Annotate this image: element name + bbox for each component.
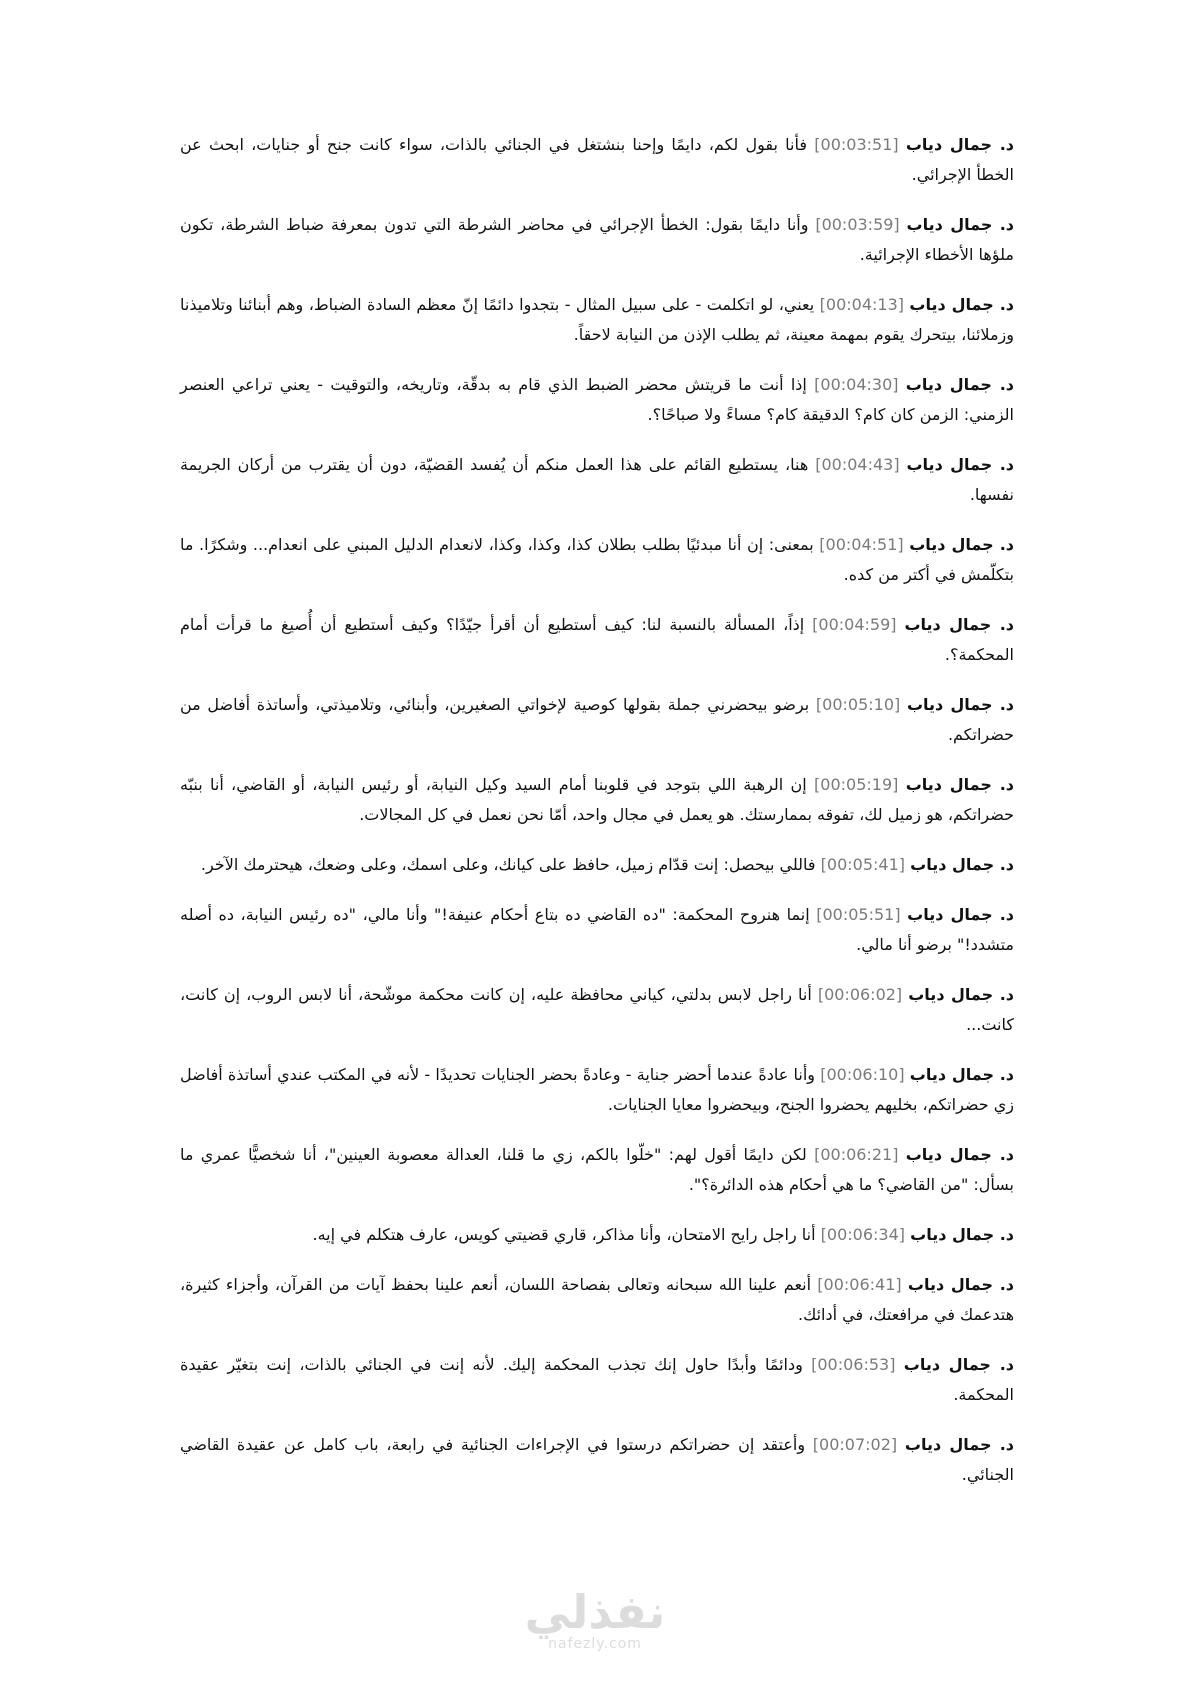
transcript-entry	[180, 370, 1014, 430]
timestamp: [00:05:51]	[816, 905, 901, 924]
speaker-name: د. جمال دياب	[908, 985, 1015, 1004]
speaker-name: د. جمال دياب	[905, 135, 1015, 154]
watermark-logo: نفذلي	[524, 1585, 666, 1639]
speaker-name: د. جمال دياب	[904, 1435, 1014, 1454]
speaker-name: د. جمال دياب	[906, 695, 1015, 714]
speaker-name: د. جمال دياب	[907, 1275, 1014, 1294]
transcript-entry	[180, 690, 1014, 750]
timestamp: [00:05:19]	[814, 775, 899, 794]
timestamp: [00:06:02]	[817, 985, 903, 1004]
transcript-entry	[180, 530, 1014, 590]
speaker-name: د. جمال دياب	[905, 375, 1014, 394]
entry-text: ودائمًا وأبدًا حاول إنك تجذب المحكمة إليك. لأنه إنت في الجنائي بالذات، إنت بتغيّر عقيدة المحكمة.	[180, 1355, 1014, 1404]
timestamp: [00:05:41]	[820, 855, 906, 874]
timestamp: [00:03:51]	[814, 135, 899, 154]
timestamp: [00:05:10]	[815, 695, 901, 714]
entry-text: إنما هنروح المحكمة: "ده القاضي ده بتاع أحكام عنيفة!" وأنا مالي، "ده رئيس النيابة، ده أصله متشدد!" برضو أنا مالي.	[180, 905, 1014, 954]
speaker-name: د. جمال دياب	[910, 855, 1014, 874]
transcript-entry	[180, 1140, 1014, 1200]
timestamp: [00:06:21]	[814, 1145, 899, 1164]
entry-text: هنا، يستطيع القائم على هذا العمل منكم أن يُفسد القضيّة، دون أن يقترب من أركان الجريمة نفسها.	[180, 455, 1014, 504]
watermark-url: nafezly.com	[548, 1636, 642, 1652]
entry-text: فاللي بيحصل: إنت قدّام زميل، حافظ على كيانك، وعلى اسمك، وعلى وضعك، هيحترمك الآخر.	[200, 855, 816, 874]
timestamp: [00:06:10]	[820, 1065, 905, 1084]
transcript-entry	[180, 610, 1014, 670]
entry-text: أنا راجل رايح الامتحان، وأنا مذاكر، قاري قضيتي كويس، عارف هتكلم في إيه.	[312, 1225, 816, 1244]
entry-text: وأنا عادةً عندما أحضر جناية - وعادةً بحضر الجنايات تحديدًا - لأنه في المكتب عندي أساتذة أفاضل زي حضراتكم، بخليهم يحضروا الجنح، وبيحضروا معايا الجنايات.	[180, 1065, 1014, 1114]
speaker-name: د. جمال دياب	[906, 215, 1014, 234]
transcript-entry	[180, 900, 1014, 960]
speaker-name: د. جمال دياب	[909, 535, 1015, 554]
transcript-entry	[180, 980, 1014, 1040]
transcript-entry	[180, 770, 1014, 830]
speaker-name: د. جمال دياب	[903, 1355, 1015, 1374]
timestamp: [00:04:59]	[812, 615, 897, 634]
entry-text: برضو بيحضرني جملة بقولها كوصية لإخواتي الصغيرين، وأبنائي، وتلاميذتي، وأساتذة أفاضل من حضراتكم.	[180, 695, 1014, 744]
timestamp: [00:04:43]	[815, 455, 900, 474]
transcript-entry	[180, 1060, 1014, 1120]
entry-text: يعني، لو اتكلمت - على سبيل المثال - بتجدوا دائمًا إنّ معظم السادة الضباط، وهم أبنائنا وتلاميذنا وزملائنا، بيتحرك يقوم بمهمة معينة، ثم يطلب الإذن من النيابة لاحقاً.	[180, 295, 1014, 344]
transcript-entry	[180, 1350, 1014, 1410]
entry-text: وأعتقد إن حضراتكم درستوا في الإجراءات الجنائية في رابعة، باب كامل عن عقيدة القاضي الجنائي.	[180, 1435, 1014, 1484]
entry-text: إن الرهبة اللي بتوجد في قلوبنا أمام السيد وكيل النيابة، أو رئيس النيابة، أو القاضي، أنا بنبّه حضراتكم، هو زميل لك، تفوقه بممارستك. هو يعمل في مجال واحد، أمّا نحن نعمل في كل المجالات.	[180, 775, 1014, 824]
entry-text: فأنا بقول لكم، دايمًا وإحنا بنشتغل في الجنائي بالذات، سواء كانت جنح أو جنايات، ابحث عن الخطأ الإجرائي.	[180, 135, 1014, 184]
entry-text: وأنا دايمًا بقول: الخطأ الإجرائي في محاضر الشرطة التي تدون بمعرفة ضباط الشرطة، تكون ملؤها الأخطاء الإجرائية.	[180, 215, 1014, 264]
timestamp: [00:06:41]	[817, 1275, 902, 1294]
speaker-name: د. جمال دياب	[909, 295, 1014, 314]
entry-text: إذاً، المسألة بالنسبة لنا: كيف أستطيع أن أقرأ جيّدًا؟ وكيف أستطيع أن أُصيغ ما قرأت أمام المحكمة؟.	[180, 615, 1014, 664]
transcript-entry	[180, 1430, 1014, 1490]
transcript-entry	[180, 450, 1014, 510]
speaker-name: د. جمال دياب	[905, 775, 1014, 794]
transcript-entry	[180, 1220, 1014, 1250]
speaker-name: د. جمال دياب	[909, 1065, 1014, 1084]
transcript-entry	[180, 210, 1014, 270]
speaker-name: د. جمال دياب	[904, 615, 1014, 634]
timestamp: [00:06:34]	[820, 1225, 906, 1244]
transcript-entry	[180, 1270, 1014, 1330]
timestamp: [00:04:13]	[819, 295, 904, 314]
entry-text: أنعم علينا الله سبحانه وتعالى بفصاحة اللسان، أنعم علينا بحفظ آيات من القرآن، وأجزاء كثيرة، هتدعمك في مرافعتك، في أدائك.	[180, 1275, 1014, 1324]
speaker-name: د. جمال دياب	[906, 455, 1014, 474]
timestamp: [00:04:51]	[819, 535, 904, 554]
entry-text: أنا راجل لابس بدلتي، كياني محافظة عليه، إن كانت محكمة موشّحة، أنا لابس الروب، إن كانت، كانت...	[180, 985, 1014, 1034]
transcript-entry	[180, 850, 1014, 880]
transcript-entry	[180, 130, 1014, 190]
entry-text: إذا أنت ما قريتش محضر الضبط الذي قام به بدقّة، وتاريخه، والتوقيت - يعني تراعي العنصر الزمني: الزمن كان كام؟ الدقيقة كام؟ مساءً ولا صباحًا؟.	[180, 375, 1014, 424]
entry-text: لكن دايمًا أقول لهم: "خلّوا بالكم، زي ما قلنا، العدالة معصوبة العينين"، أنا شخصيًّا عمري ما بسأل: "من القاضي؟ ما هي أحكام هذه الدائرة؟".	[180, 1145, 1014, 1194]
timestamp: [00:07:02]	[812, 1435, 898, 1454]
transcript-body	[180, 130, 1014, 1510]
speaker-name: د. جمال دياب	[910, 1225, 1014, 1244]
timestamp: [00:06:53]	[811, 1355, 896, 1374]
watermark	[0, 1585, 1190, 1652]
speaker-name: د. جمال دياب	[907, 905, 1014, 924]
timestamp: [00:04:30]	[814, 375, 899, 394]
speaker-name: د. جمال دياب	[905, 1145, 1014, 1164]
entry-text: بمعنى: إن أنا مبدئيًا بطلب بطلان كذا، وكذا، وكذا، لانعدام الدليل المبني على انعدام... وشكرًا. ما بتكلّمش في أكتر من كده.	[180, 535, 1014, 584]
timestamp: [00:03:59]	[815, 215, 900, 234]
transcript-entry	[180, 290, 1014, 350]
